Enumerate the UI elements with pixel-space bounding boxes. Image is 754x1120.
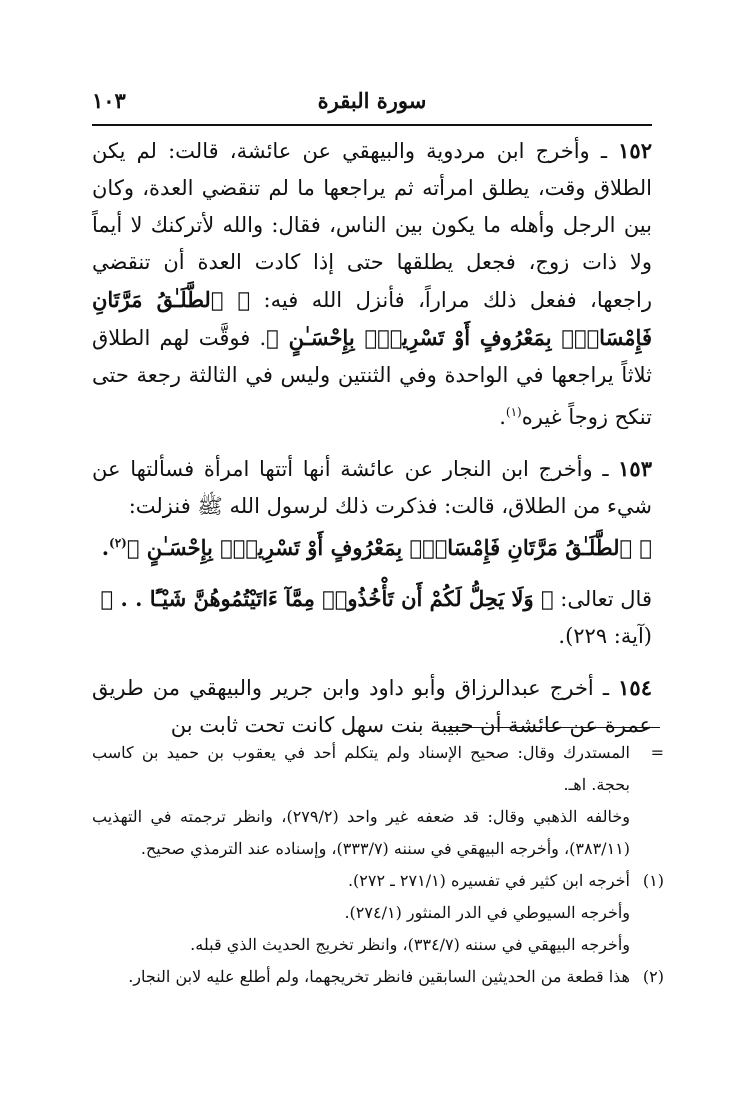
footnote-spacer (630, 929, 664, 961)
hadith-153 (92, 450, 652, 525)
footnote-continuation (92, 737, 664, 801)
hadith-number: ١٥٢ (618, 138, 652, 163)
hadith-text: ـ وأخرج ابن النجار عن عائشة أنها أتتها امرأة فسألتها عن شيء من الطلاق، قالت: فذكرت ذلك لرسول الله ﷺ فنزلت: (92, 457, 652, 518)
page-number: ١٠٣ (92, 88, 126, 113)
footnote-rule (448, 727, 660, 728)
footnote-continuation (92, 801, 664, 865)
footnote-spacer (630, 897, 664, 929)
header-rule (92, 124, 652, 126)
hadith-text: ـ أخرج عبدالرزاق وأبو داود وابن جرير والبيهقي من طريق عمرة عن عائشة أن حبيبة بنت سهل كانت تحت ثابت بن (92, 676, 652, 737)
footnote-text: المستدرك وقال: صحيح الإسناد ولم يتكلم أحد في يعقوب بن حميد بن كاسب بحجة. اهـ. (92, 743, 630, 794)
footnote-spacer (630, 801, 664, 865)
quran-quote: ﴿ ٱلطَّلَـٰقُ مَرَّتَانِ فَإِمْسَاكٌۢ بِمَعْرُوفٍ أَوْ تَسْرِيحٌۢ بِإِحْسَـٰنٍ ﴾ (126, 535, 652, 560)
running-header (92, 84, 652, 124)
footnote-ref: (٢) (109, 536, 127, 550)
footnote-text: هذا قطعة من الحديثين السابقين فانظر تخريجهما، ولم أطلع عليه لابن النجار. (128, 967, 630, 986)
verse-note (92, 580, 652, 618)
quran-quote: ﴿ ٱلطَّلَـٰقُ مَرَّتَانِ فَإِمْسَاكٌۢ بِمَعْرُوفٍ أَوْ تَسْرِيحٌۢ بِإِحْسَـٰنٍ ﴾ (92, 287, 652, 350)
quran-quote: ﴿ وَلَا يَحِلُّ لَكُمْ أَن تَأْخُذُوا۟ مِمَّآ ءَاتَيْتُمُوهُنَّ شَيْـًٔا . . ﴾ (100, 586, 554, 611)
footnote-1-line (92, 897, 664, 929)
ayah-number: (آية: ٢٢٩). (558, 624, 652, 648)
hadith-number: ١٥٣ (618, 456, 652, 481)
hadith-number: ١٥٤ (618, 675, 652, 700)
punctuation: . (101, 535, 109, 560)
hadith-152 (92, 132, 652, 436)
punctuation: . (499, 405, 506, 429)
hadith-text: ـ وأخرج ابن مردوية والبيهقي عن عائشة، قالت: لم يكن الطلاق وقت، يطلق امرأته ثم يراجعها ما لم تنقضي العدة، وكان بين الرجل وأهله ما يكون بين الناس، فقال: والله لأتركنك لا أيماً ولا ذات زوج، فجعل يطلقها حتى إذا كادت العدة أن تنقضي راجعها، ففعل ذلك مراراً، فأنزل الله فيه: (92, 139, 653, 312)
footnote-1 (92, 865, 664, 897)
footnote-text: وأخرجه السيوطي في الدر المنثور (٢٧٤/١). (344, 903, 630, 922)
quran-verse-block (92, 525, 652, 566)
footnote-2 (92, 961, 664, 993)
hadith-154 (92, 669, 652, 744)
footnote-mark: (١) (642, 871, 664, 890)
footnote-text: أخرجه ابن كثير في تفسيره (٢٧١/١ ـ ٢٧٢). (347, 871, 630, 890)
ayah-reference (92, 618, 652, 655)
main-text (92, 132, 652, 744)
footnote-text: وأخرجه البيهقي في سننه (٣٣٤/٧)، وانظر تخريج الحديث الذي قبله. (190, 935, 630, 954)
hadith-text: . فوقَّت لهم الطلاق ثلاثاً يراجعها في الواحدة وفي الثنتين وليس في الثالثة رجعة حتى تنكح زوجاً غيره (92, 326, 652, 429)
footnote-ref: (١) (505, 405, 522, 419)
footnote-text: وخالفه الذهبي وقال: قد ضعفه غير واحد (٢٧٩/٢)، وانظر ترجمته في التهذيب (٣٨٣/١١)، وأخرجه البيهقي في سننه (٣٣٣/٧)، وإسناده عند الترمذي صحيح. (92, 807, 630, 858)
footnotes (92, 737, 664, 993)
footnote-mark: (٢) (642, 967, 664, 986)
footnote-1-line (92, 929, 664, 961)
surah-title: سورة البقرة (317, 88, 427, 113)
verse-intro: قال تعالى: (553, 587, 652, 611)
continuation-mark: = (650, 743, 664, 762)
